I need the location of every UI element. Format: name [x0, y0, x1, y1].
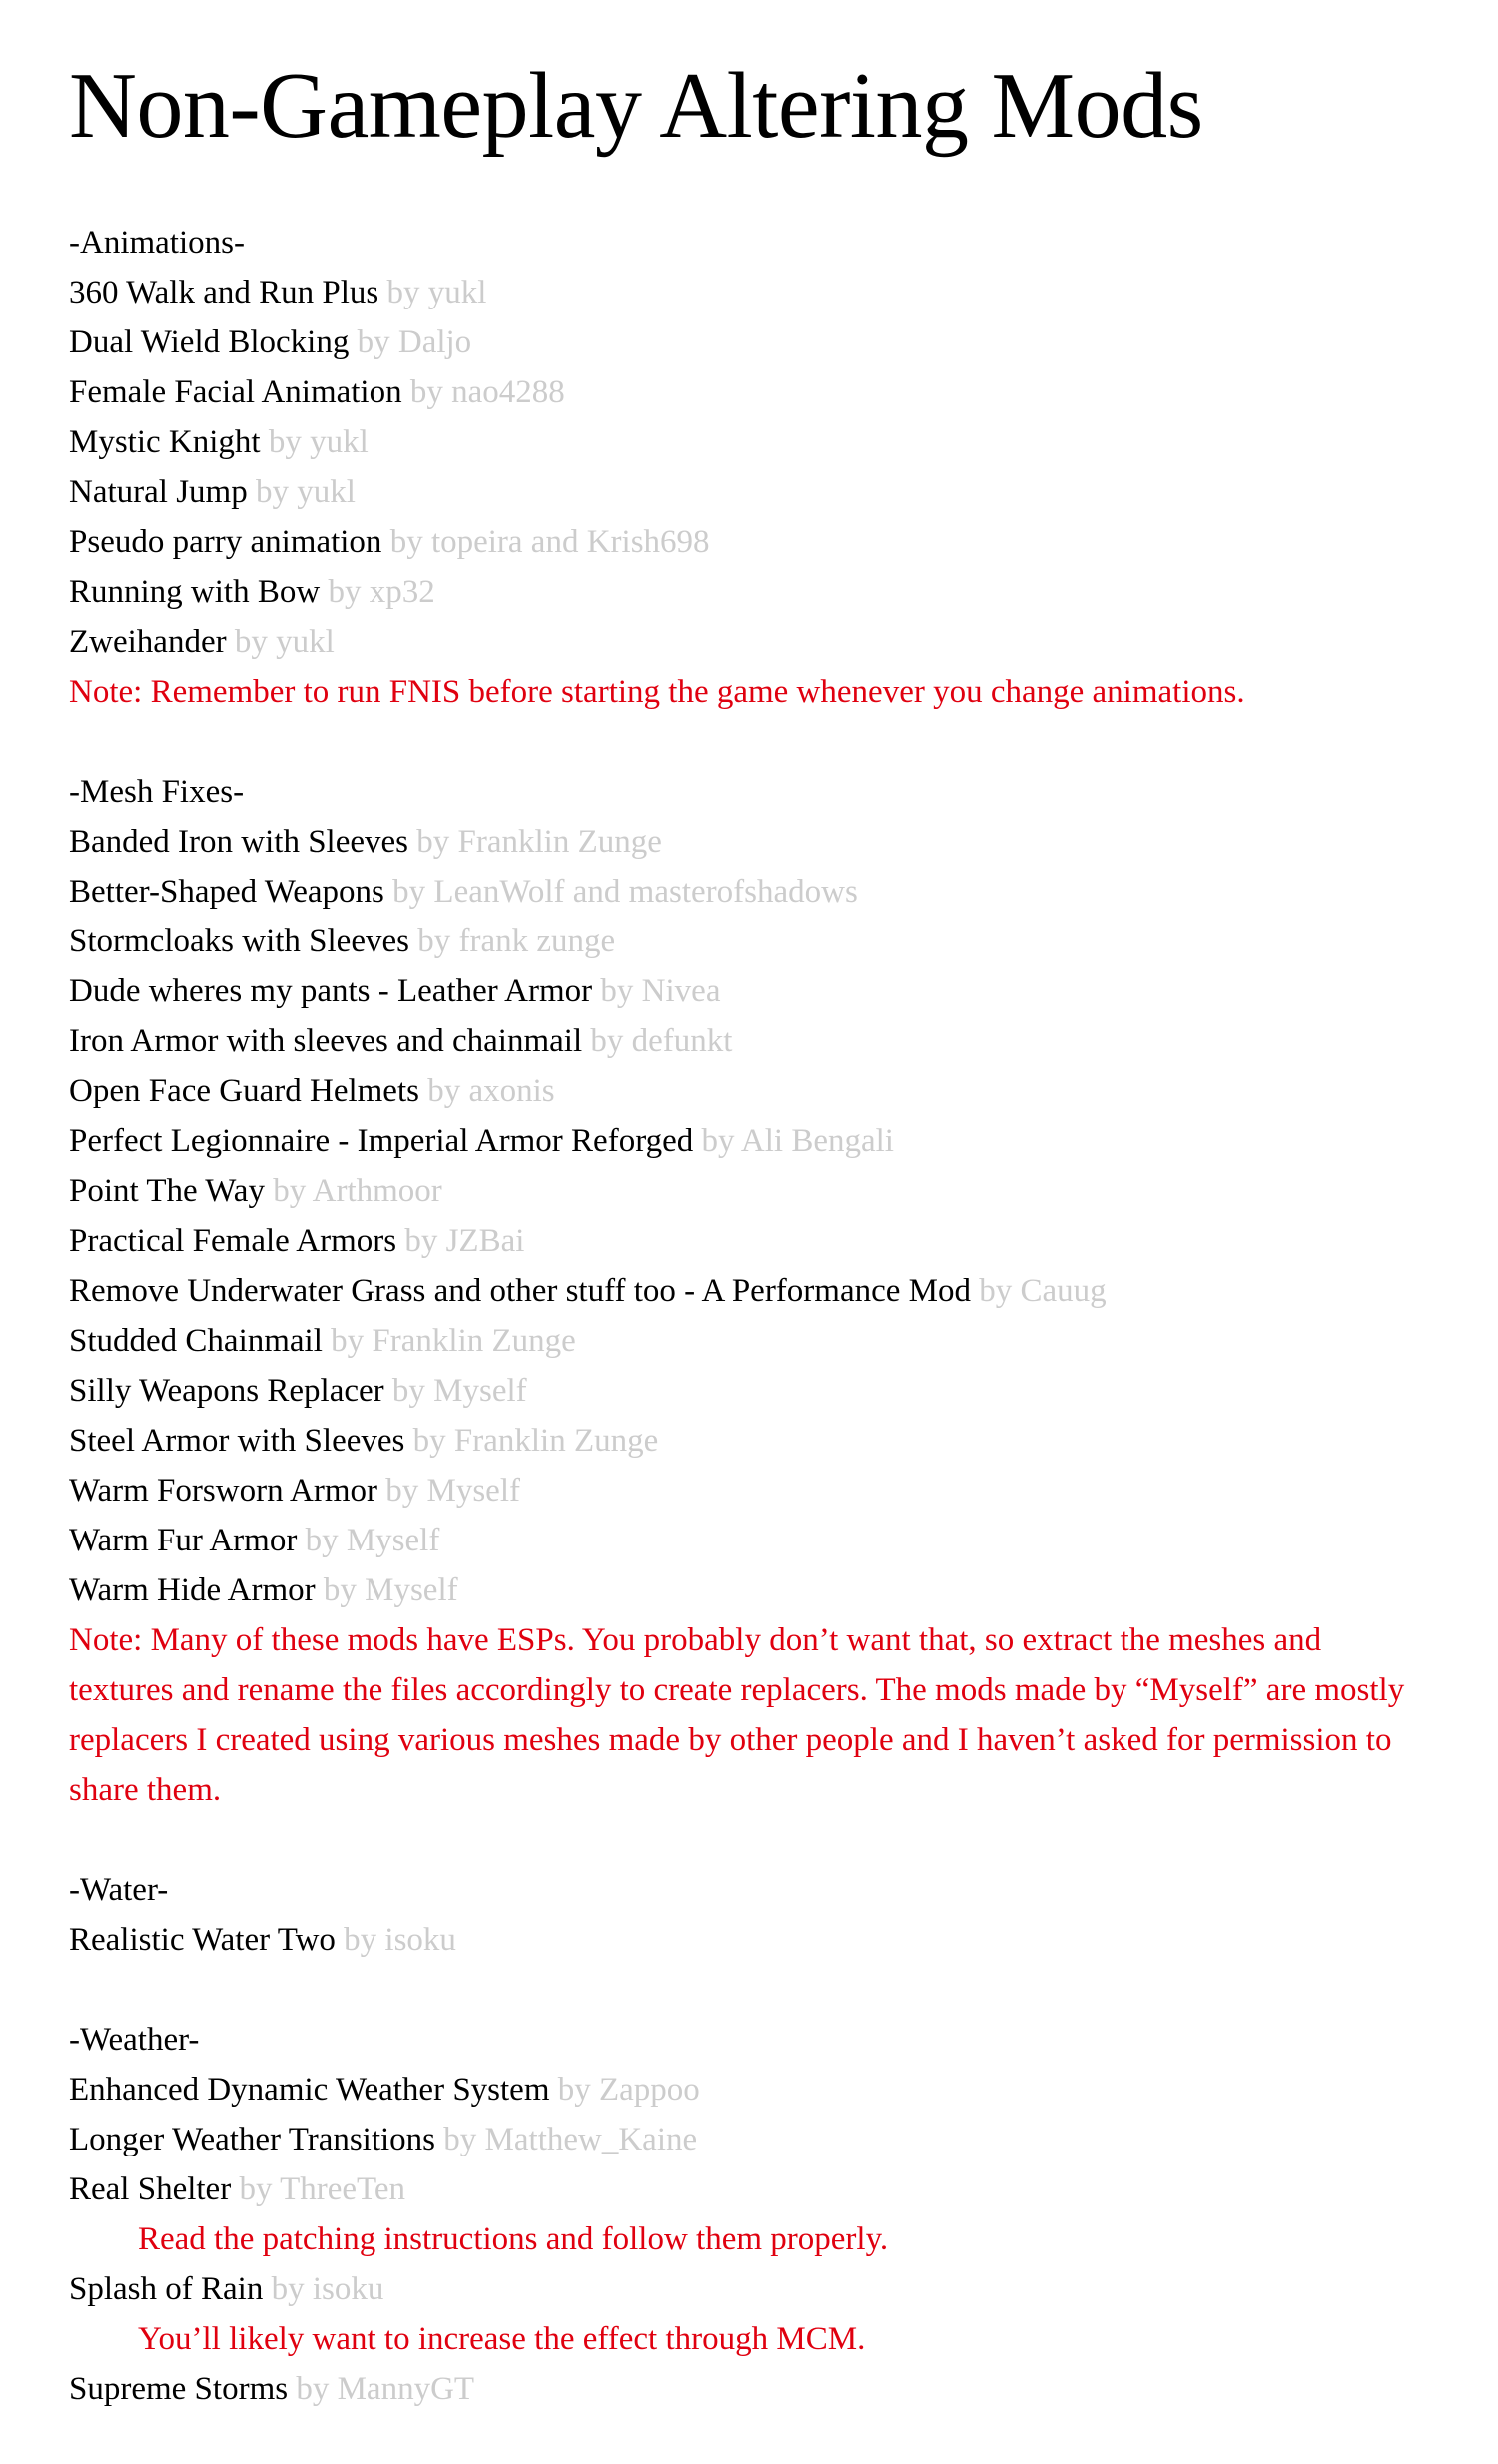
mod-entry	[69, 517, 1447, 567]
note-line: textures and rename the files accordingly to create replacers. The mods made by “Myself” are mostly	[69, 1672, 1405, 1708]
mod-entry	[69, 1166, 1447, 1216]
mod-entry	[69, 417, 1447, 467]
mod-author: by Daljo	[357, 324, 472, 360]
mod-name: Mystic Knight	[69, 424, 261, 460]
mod-author: by Matthew_Kaine	[443, 2122, 698, 2157]
mod-name: Pseudo parry animation	[69, 524, 382, 560]
mod-note: Read the patching instructions and follow them properly.	[138, 2221, 889, 2257]
mod-author: by Myself	[323, 1572, 458, 1608]
page-title: Non-Gameplay Altering Mods	[69, 54, 1203, 158]
mod-name: Banded Iron with Sleeves	[69, 824, 409, 860]
mod-entry	[69, 1016, 1447, 1066]
mod-author: by isoku	[344, 1922, 456, 1958]
mod-name: Warm Forsworn Armor	[69, 1473, 377, 1509]
mod-entry	[69, 317, 1447, 367]
mod-name: Studded Chainmail	[69, 1323, 323, 1359]
mod-entry	[69, 966, 1447, 1016]
mod-author: by yukl	[255, 474, 356, 510]
mod-name: Perfect Legionnaire - Imperial Armor Reforged	[69, 1123, 694, 1159]
note-line: share them.	[69, 1772, 222, 1808]
mod-entry	[69, 617, 1447, 667]
mod-author: by Myself	[385, 1473, 520, 1509]
mod-name: 360 Walk and Run Plus	[69, 275, 379, 310]
mod-name: Better-Shaped Weapons	[69, 874, 384, 910]
mod-author: by LeanWolf and masterofshadows	[392, 874, 858, 910]
mod-name: Splash of Rain	[69, 2271, 264, 2307]
mod-name: Running with Bow	[69, 574, 321, 610]
mod-name: Real Shelter	[69, 2171, 232, 2207]
mod-name: Open Face Guard Helmets	[69, 1073, 419, 1109]
animations-note: Note: Remember to run FNIS before starting the game whenever you change animations.	[69, 674, 1245, 710]
mod-entry	[69, 467, 1447, 517]
mod-author: by Myself	[391, 1373, 527, 1409]
mod-entry	[69, 2164, 1447, 2214]
mod-entry	[69, 1516, 1447, 1565]
mod-author: by Arthmoor	[273, 1173, 442, 1209]
mod-name: Warm Hide Armor	[69, 1572, 316, 1608]
note-line: Note: Many of these mods have ESPs. You probably don’t want that, so extract the meshes and	[69, 1622, 1322, 1658]
section-heading: -Mesh Fixes-	[69, 774, 245, 810]
section-animations	[69, 218, 1447, 717]
mod-entry	[69, 268, 1447, 317]
mod-name: Longer Weather Transitions	[69, 2122, 436, 2157]
mod-name: Stormcloaks with Sleeves	[69, 924, 409, 959]
mod-name: Zweihander	[69, 624, 227, 660]
mod-author: by yukl	[268, 424, 369, 460]
mod-entry	[69, 2264, 1447, 2314]
mod-author: by ThreeTen	[239, 2171, 406, 2207]
mod-name: Natural Jump	[69, 474, 248, 510]
mod-author: by Franklin Zunge	[331, 1323, 576, 1359]
mod-name: Female Facial Animation	[69, 374, 402, 410]
note-line: replacers I created using various meshes made by other people and I haven’t asked for permission to	[69, 1722, 1392, 1758]
mod-entry	[69, 817, 1447, 867]
mod-entry	[69, 1066, 1447, 1116]
mod-entry	[69, 1316, 1447, 1366]
mod-author: by isoku	[271, 2271, 384, 2307]
mod-entry	[69, 1266, 1447, 1316]
mod-author: by Nivea	[600, 973, 721, 1009]
mod-name: Dual Wield Blocking	[69, 324, 350, 360]
mesh-fixes-note	[69, 1615, 1447, 1815]
mod-name: Practical Female Armors	[69, 1223, 397, 1259]
mod-entry	[69, 567, 1447, 617]
mod-author: by Franklin Zunge	[412, 1423, 659, 1459]
mod-author: by Zappoo	[557, 2072, 700, 2108]
mod-entry	[69, 1366, 1447, 1416]
document-page	[69, 40, 1447, 2464]
section-weather	[69, 2015, 1447, 2414]
mod-entry	[69, 367, 1447, 417]
mod-author: by yukl	[386, 275, 487, 310]
mod-entry	[69, 2065, 1447, 2115]
mod-author: by Franklin Zunge	[416, 824, 662, 860]
mod-entry	[69, 1466, 1447, 1516]
mod-entry	[69, 1915, 1447, 1965]
mod-author: by topeira and Krish698	[389, 524, 710, 560]
mod-name: Supreme Storms	[69, 2371, 289, 2407]
mod-author: by Cauug	[979, 1273, 1107, 1309]
mod-name: Steel Armor with Sleeves	[69, 1423, 405, 1459]
mod-entry	[69, 2115, 1447, 2164]
section-heading: -Weather-	[69, 2022, 200, 2058]
mod-entry	[69, 867, 1447, 917]
section-mesh-fixes	[69, 767, 1447, 1815]
section-heading: -Animations-	[69, 225, 245, 261]
mod-name: Realistic Water Two	[69, 1922, 336, 1958]
mod-entry	[69, 1416, 1447, 1466]
mod-entry	[69, 1565, 1447, 1615]
section-heading: -Water-	[69, 1872, 169, 1908]
mod-entry	[69, 1216, 1447, 1266]
mod-author: by frank zunge	[417, 924, 616, 959]
mod-note: You’ll likely want to increase the effect through MCM.	[138, 2321, 866, 2357]
mod-entry	[69, 1116, 1447, 1166]
mod-name: Point The Way	[69, 1173, 265, 1209]
mod-author: by MannyGT	[296, 2371, 475, 2407]
section-water	[69, 1865, 1447, 1965]
mod-author: by yukl	[234, 624, 335, 660]
mod-name: Silly Weapons Replacer	[69, 1373, 384, 1409]
mod-name: Remove Underwater Grass and other stuff too - A Performance Mod	[69, 1273, 971, 1309]
mod-author: by Myself	[305, 1523, 440, 1558]
mod-author: by nao4288	[409, 374, 565, 410]
mod-author: by xp32	[328, 574, 435, 610]
mod-name: Enhanced Dynamic Weather System	[69, 2072, 550, 2108]
mod-author: by defunkt	[590, 1023, 733, 1059]
mod-entry	[69, 2364, 1447, 2414]
mod-author: by JZBai	[404, 1223, 525, 1259]
mod-name: Warm Fur Armor	[69, 1523, 298, 1558]
mod-name: Iron Armor with sleeves and chainmail	[69, 1023, 583, 1059]
mod-name: Dude wheres my pants - Leather Armor	[69, 973, 593, 1009]
mod-entry	[69, 917, 1447, 966]
mod-author: by axonis	[427, 1073, 555, 1109]
mod-author: by Ali Bengali	[701, 1123, 894, 1159]
